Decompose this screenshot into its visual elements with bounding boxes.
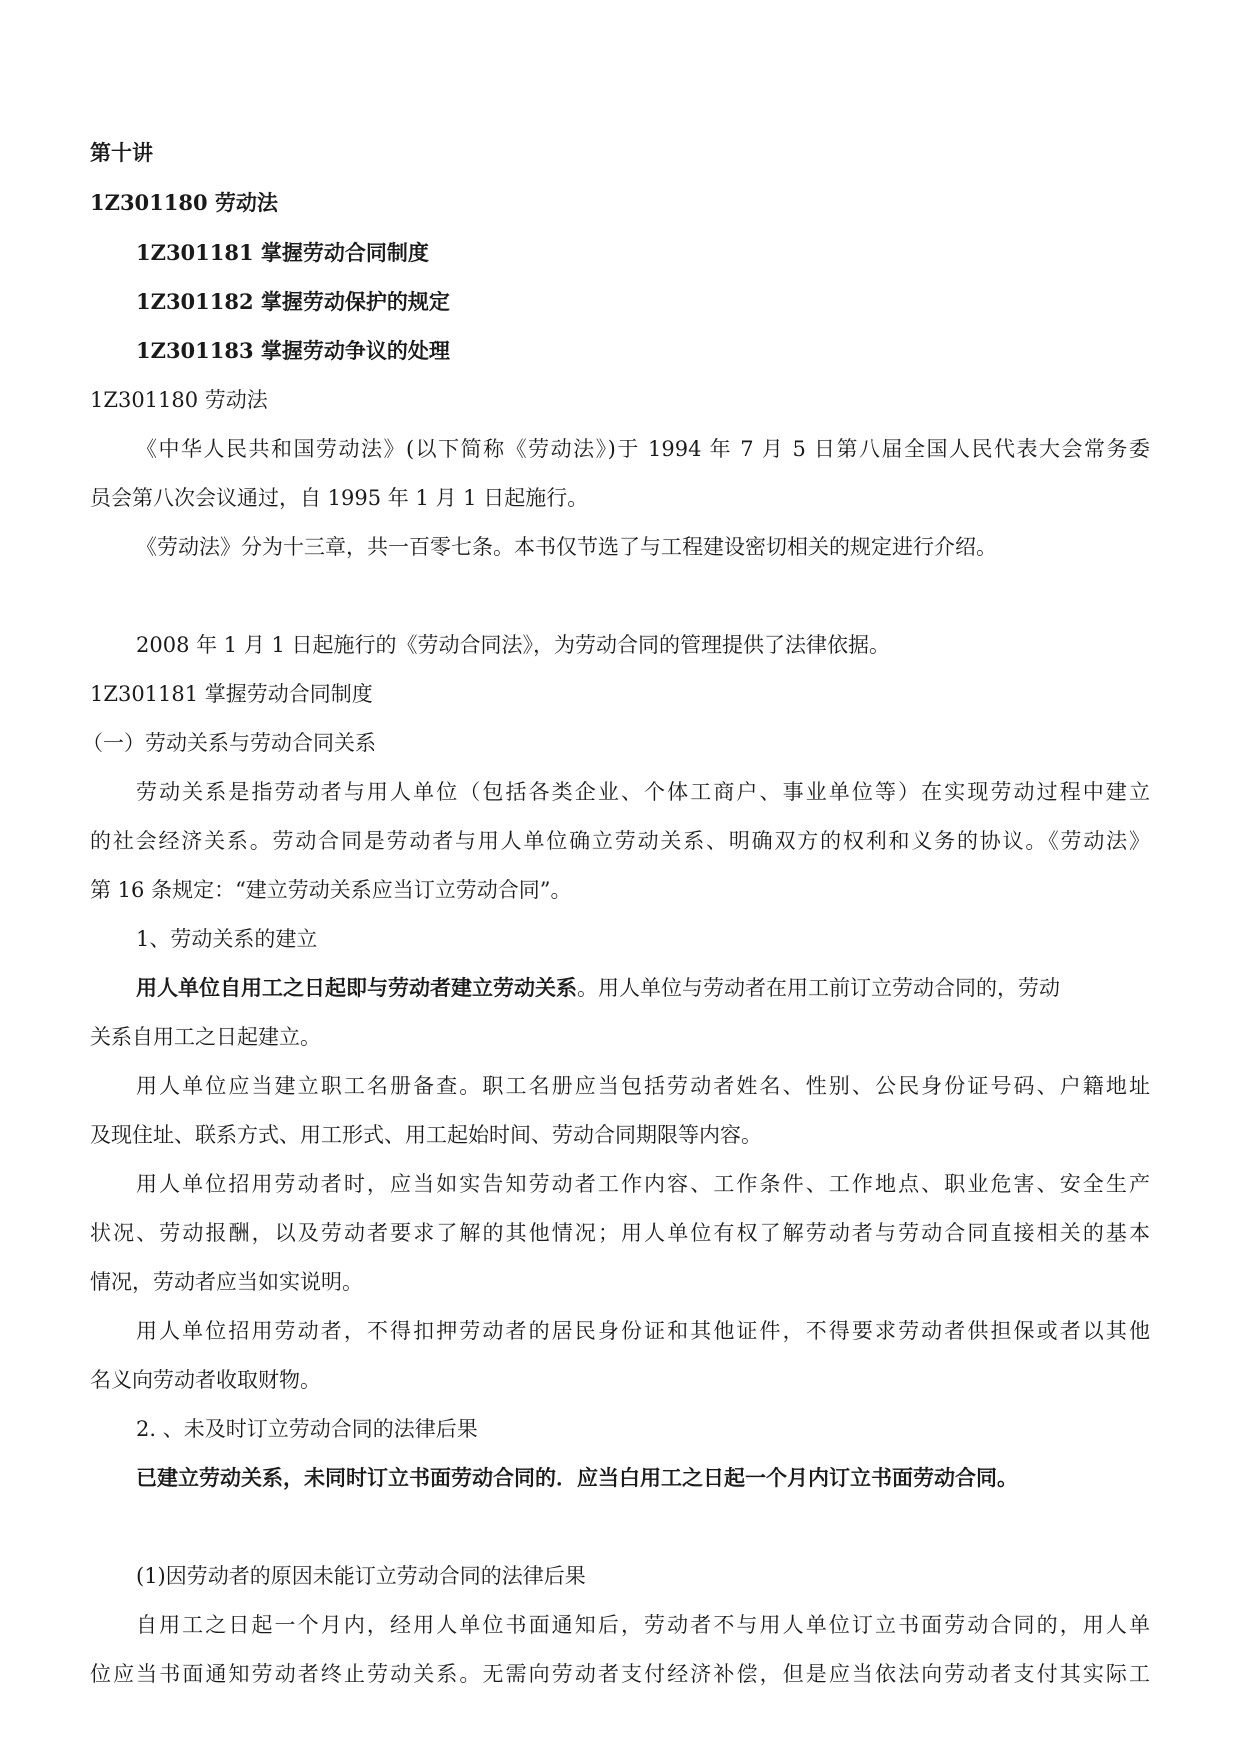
intro-paragraph: 《劳动法》分为十三章，共一百零七条。本书仅节选了与工程建设密切相关的规定进行介绍。 <box>136 535 997 559</box>
body-line: 名义向劳动者收取财物。 <box>90 1368 321 1392</box>
body-line: 的社会经济关系。劳动合同是劳动者与用人单位确立劳动关系、明确双方的权利和义务的协议。《劳动法》 <box>90 829 1150 853</box>
emphasis-text: 用人单位自用工之日起即与劳动者建立劳动关系 <box>136 975 577 1000</box>
body-line: 关系自用工之日起建立。 <box>90 1025 321 1049</box>
body-line <box>136 973 1060 1003</box>
intro-paragraph-line: 《中华人民共和国劳动法》(以下简称《劳动法》)于 1994 年 7 月 5 日第八届全国人民代表大会常务委 <box>136 437 1150 461</box>
body-line: 用人单位应当建立职工名册备查。职工名册应当包括劳动者姓名、性别、公民身份证号码、户籍地址 <box>136 1074 1150 1098</box>
body-line: 位应当书面通知劳动者终止劳动关系。无需向劳动者支付经济补偿，但是应当依法向劳动者支付其实际工 <box>90 1662 1150 1686</box>
item-heading: 2. 、未及时订立劳动合同的法律后果 <box>136 1417 478 1441</box>
body-line: 及现住址、联系方式、用工形式、用工起始时间、劳动合同期限等内容。 <box>90 1123 762 1147</box>
body-line: 自用工之日起一个月内，经用人单位书面通知后，劳动者不与用人单位订立书面劳动合同的，用人单 <box>136 1613 1150 1637</box>
body-line: 情况，劳动者应当如实说明。 <box>90 1270 363 1294</box>
intro-paragraph-line: 员会第八次会议通过，自 1995 年 1 月 1 日起施行。 <box>90 486 589 510</box>
body-text: 。用人单位与劳动者在用工前订立劳动合同的，劳动 <box>577 976 1060 1000</box>
body-line: 用人单位招用劳动者时，应当如实告知劳动者工作内容、工作条件、工作地点、职业危害、安全生产 <box>136 1172 1150 1196</box>
emphasis-paragraph: 已建立劳动关系，未同时订立书面劳动合同的．应当白用工之日起一个月内订立书面劳动合同。 <box>136 1465 1018 1490</box>
body-line: 劳动关系是指劳动者与用人单位（包括各类企业、个体工商户、事业单位等）在实现劳动过程中建立 <box>136 780 1150 804</box>
body-line: 用人单位招用劳动者，不得扣押劳动者的居民身份证和其他证件，不得要求劳动者供担保或者以其他 <box>136 1319 1150 1343</box>
intro-paragraph: 2008 年 1 月 1 日起施行的《劳动合同法》，为劳动合同的管理提供了法律依据。 <box>136 633 891 657</box>
item-heading: 1、劳动关系的建立 <box>136 927 318 951</box>
part-heading: （一）劳动关系与劳动合同关系 <box>82 731 376 755</box>
toc-item: 1Z301183 掌握劳动争议的处理 <box>136 338 450 363</box>
body-line: 状况、劳动报酬，以及劳动者要求了解的其他情况；用人单位有权了解劳动者与劳动合同直接相关的基本 <box>90 1221 1150 1245</box>
toc-item: 1Z301181 掌握劳动合同制度 <box>136 240 429 265</box>
sub-item-heading: (1)因劳动者的原因未能订立劳动合同的法律后果 <box>136 1564 586 1588</box>
chapter-heading: 1Z301180 劳动法 <box>90 190 278 215</box>
section-heading: 1Z301180 劳动法 <box>90 388 268 412</box>
body-line: 第 16 条规定：“建立劳动关系应当订立劳动合同”。 <box>90 878 572 902</box>
toc-item: 1Z301182 掌握劳动保护的规定 <box>136 289 450 314</box>
lecture-title: 第十讲 <box>90 140 153 165</box>
sub-heading: 1Z301181 掌握劳动合同制度 <box>90 682 373 706</box>
